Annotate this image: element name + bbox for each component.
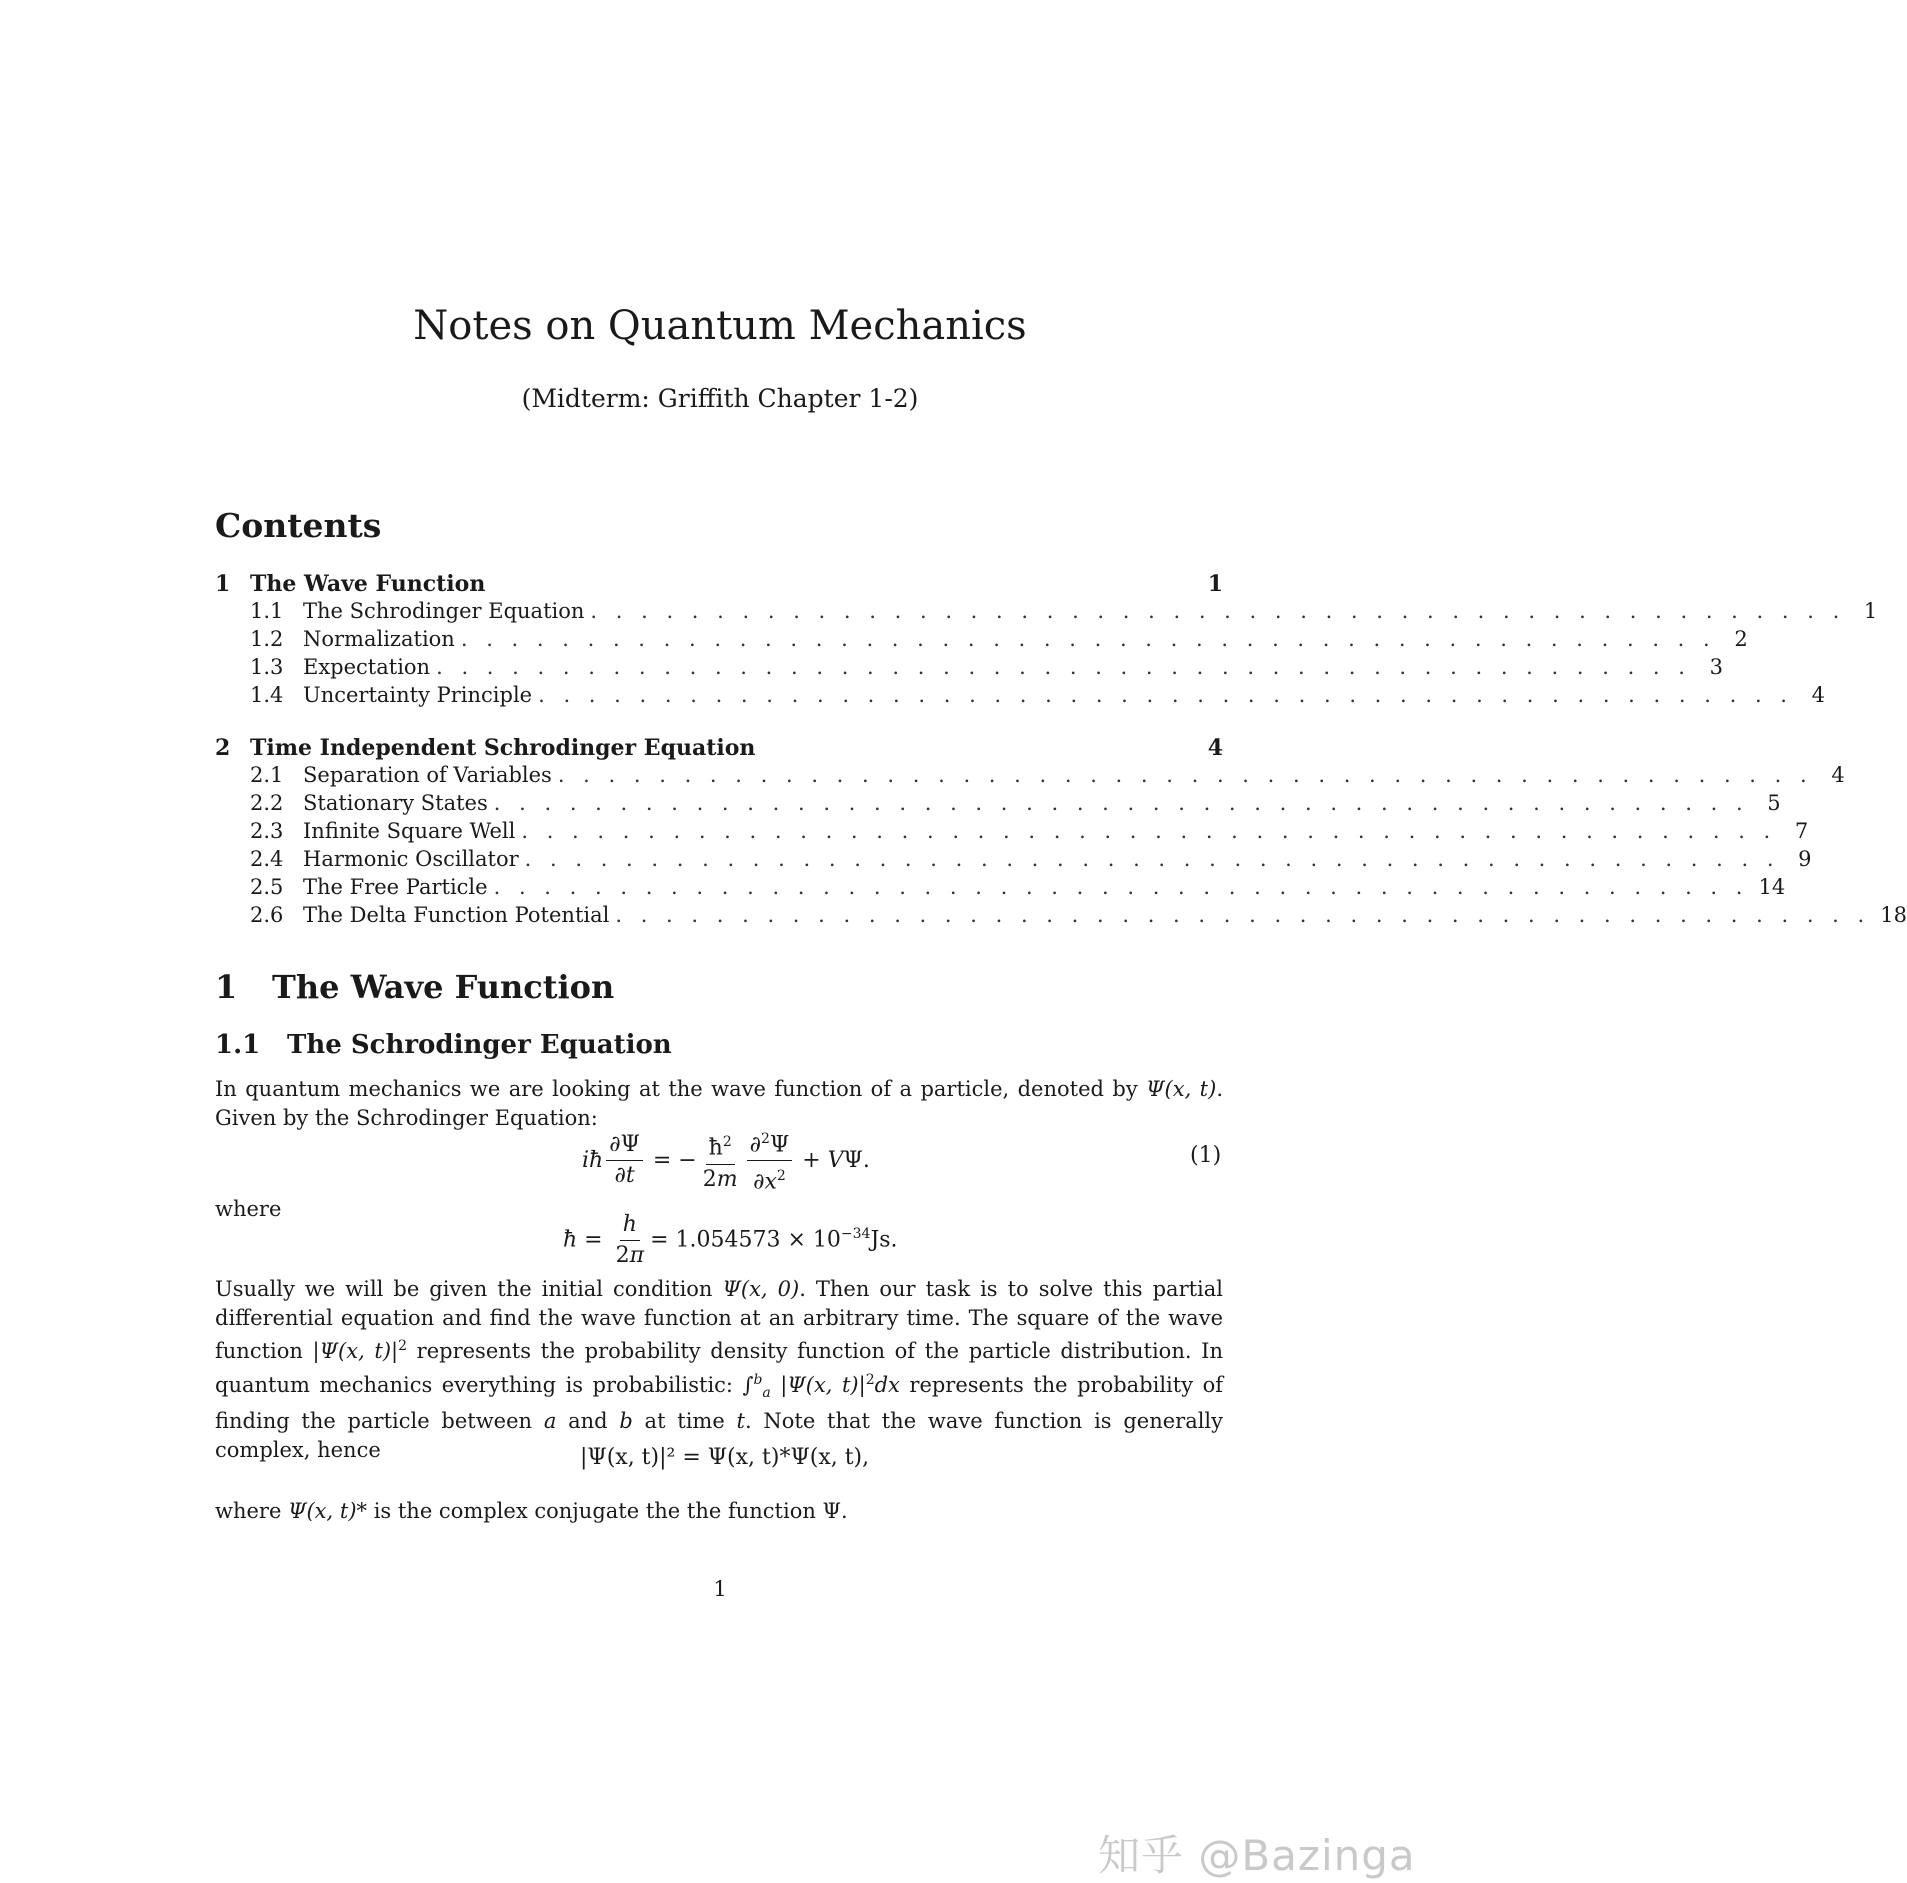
- paragraph-initial-condition: Usually we will be given the initial condition Ψ(x, 0). Then our task is to solve this partial differential equation and find the wave function at an arbitrary time. The square of the wave function |Ψ(x, $t)|^2$ represents the probability density function of the particle distribution. In quantum mechanics everything is probabilistic: ∫$^b_a$ |Ψ(x, $t)|^2dx$ represents the probability of finding the particle between a and b at time t. Note that the wave function is generally complex, hence: [215, 1277, 1224, 1462]
- psi-xt: Ψ(x, t): [1146, 1077, 1217, 1101]
- watermark: 知乎 @Bazinga: [1098, 1831, 1416, 1880]
- toc-leader: . . . . . . . . . . . . . . . . . . . . . . . . . . . . . . . . . . . . . . . . . . . . . . . . . .: [524, 847, 1780, 871]
- toc-number: 1.4: [250, 683, 284, 707]
- toc-number: 2.5: [250, 875, 284, 899]
- text-run: where: [215, 1499, 289, 1523]
- toc-item-2-3[interactable]: [215, 819, 1809, 847]
- toc-number: 1: [215, 571, 231, 597]
- text-run: is the complex conjugate the the function: [367, 1499, 823, 1523]
- toc-number: 2: [215, 735, 231, 761]
- equation-schrodinger: iħ $\frac{\partial\Psi}{\partial t}$ = − $\frac{ħ^2}{2m}$ $\frac{\partial^2\Psi}{\partial x^2}$ + VΨ.: [582, 1126, 870, 1196]
- hbar-unit: Js.: [870, 1227, 898, 1253]
- text-run: and: [556, 1409, 620, 1434]
- text-run: . Given by the Schrodinger Equation:: [215, 1077, 1223, 1130]
- toc-page: 7: [1794, 819, 1809, 843]
- equation-number: (1): [1190, 1143, 1222, 1168]
- psi-squared: |Ψ(x, t)|: [312, 1339, 399, 1363]
- hbar-exponent: −34: [840, 1226, 871, 1243]
- section-title: The Wave Function: [272, 968, 615, 1006]
- toc-title: The Wave Function: [250, 571, 486, 597]
- toc-page: 2: [1734, 627, 1748, 651]
- toc-number: 1.3: [250, 655, 284, 679]
- page-title: Notes on Quantum Mechanics: [413, 303, 1027, 349]
- text-run: .: [840, 1499, 848, 1523]
- toc-item-2-6[interactable]: [215, 903, 1907, 931]
- toc-number: 1.2: [250, 627, 284, 651]
- toc-page: 3: [1709, 655, 1723, 679]
- toc-title: Expectation: [303, 655, 431, 679]
- toc-leader: . . . . . . . . . . . . . . . . . . . . . . . . . . . . . . . . . . . . . . . . . . . . . . . . . .: [615, 903, 1871, 927]
- psi-symbol: Ψ: [822, 1499, 841, 1523]
- toc-title: The Delta Function Potential: [303, 903, 610, 927]
- var-a: a: [543, 1409, 557, 1434]
- text-run: at time: [632, 1409, 737, 1434]
- text-run: represents the probability density function of the particle distribution. In quantum mechanics everything is probabilistic:: [215, 1339, 1223, 1397]
- toc-leader: . . . . . . . . . . . . . . . . . . . . . . . . . . . . . . . . . . . . . . . . . . . . . . . . . .: [493, 875, 1749, 899]
- toc-page: 14: [1758, 875, 1786, 899]
- toc-title: Normalization: [303, 627, 455, 651]
- toc-section-2[interactable]: [215, 735, 1223, 763]
- toc-leader: . . . . . . . . . . . . . . . . . . . . . . . . . . . . . . . . . . . . . . . . . . . . . . . . . .: [436, 655, 1691, 679]
- toc-leader: . . . . . . . . . . . . . . . . . . . . . . . . . . . . . . . . . . . . . . . . . . . . . . . . . .: [538, 683, 1793, 707]
- toc-item-1-3[interactable]: [215, 655, 1723, 683]
- section-heading: [215, 968, 614, 1006]
- page-subtitle: (Midterm: Griffith Chapter 1-2): [521, 384, 919, 413]
- toc-item-2-2[interactable]: [215, 791, 1781, 819]
- toc-page: 18: [1880, 903, 1907, 927]
- toc-item-1-2[interactable]: [215, 627, 1748, 655]
- toc-number: 2.2: [250, 791, 284, 815]
- text-run: represents the probability of finding the particle between: [215, 1372, 1223, 1434]
- psi-conjugate: Ψ(x, t)*: [288, 1499, 368, 1523]
- toc-title: Time Independent Schrodinger Equation: [250, 735, 756, 761]
- integral-sign: ∫: [742, 1372, 754, 1397]
- var-b: b: [619, 1409, 633, 1434]
- toc-number: 1.1: [250, 599, 284, 623]
- toc-page: 4: [1831, 763, 1845, 787]
- toc-number: 2.4: [250, 847, 284, 871]
- toc-item-1-1[interactable]: [215, 599, 1878, 627]
- toc-title: The Schrodinger Equation: [303, 599, 585, 623]
- toc-title: Infinite Square Well: [303, 819, 516, 843]
- psi-x0: Ψ(x, 0): [722, 1277, 800, 1301]
- toc-title: Uncertainty Principle: [303, 683, 533, 707]
- toc-number: 2.6: [250, 903, 284, 927]
- toc-leader: . . . . . . . . . . . . . . . . . . . . . . . . . . . . . . . . . . . . . . . . . . . . . . . . . .: [590, 599, 1846, 623]
- equation-modulus: |Ψ(x, t)|² = Ψ(x, t)*Ψ(x, t),: [580, 1445, 870, 1470]
- toc-item-2-1[interactable]: [215, 763, 1845, 791]
- text-run: . Note that the wave function is generally complex, hence: [215, 1409, 1224, 1462]
- paragraph-where: where: [215, 1197, 282, 1221]
- toc-page: 5: [1767, 791, 1781, 815]
- subsection-number: 1.1: [215, 1030, 261, 1060]
- toc-page: 9: [1798, 847, 1812, 871]
- section-number: 1: [215, 968, 238, 1006]
- var-t: t: [736, 1409, 745, 1434]
- equation-hbar: ħ = $\frac{h}{2\pi}$ = $1.054573 \times 10^{-34}Js$.: [563, 1212, 898, 1268]
- toc-leader: . . . . . . . . . . . . . . . . . . . . . . . . . . . . . . . . . . . . . . . . . . . . . . . . . .: [460, 627, 1716, 651]
- toc-item-1-4[interactable]: [215, 683, 1825, 711]
- text-run: . Then our task is to solve this partial differential equation and find the wave function at an arbitrary time. The square of the wave function: [215, 1277, 1223, 1363]
- toc-page: 1: [1207, 571, 1223, 597]
- hbar-value: = 1.054573 × 10: [650, 1227, 841, 1253]
- toc-page: 4: [1811, 683, 1825, 707]
- toc-leader: . . . . . . . . . . . . . . . . . . . . . . . . . . . . . . . . . . . . . . . . . . . . . . . . . .: [557, 763, 1813, 787]
- text-run: In quantum mechanics we are looking at the wave function of a particle, denoted by: [215, 1077, 1147, 1101]
- text-run: Usually we will be given the initial condition: [215, 1277, 723, 1301]
- toc-leader: . . . . . . . . . . . . . . . . . . . . . . . . . . . . . . . . . . . . . . . . . . . . . . . . . .: [493, 791, 1749, 815]
- contents-heading: Contents: [215, 506, 382, 545]
- subsection-title: The Schrodinger Equation: [287, 1030, 672, 1060]
- paragraph-conjugate: [215, 1497, 1223, 1526]
- toc-section-1[interactable]: [215, 571, 1223, 599]
- toc-number: 2.1: [250, 763, 284, 787]
- toc-title: Separation of Variables: [303, 763, 552, 787]
- toc-leader: . . . . . . . . . . . . . . . . . . . . . . . . . . . . . . . . . . . . . . . . . . . . . . . . . .: [521, 819, 1777, 843]
- toc-page: 4: [1207, 735, 1223, 761]
- toc-title: Harmonic Oscillator: [303, 847, 519, 871]
- toc-item-2-4[interactable]: [215, 847, 1812, 875]
- toc-title: The Free Particle: [303, 875, 488, 899]
- toc-title: Stationary States: [303, 791, 488, 815]
- toc-number: 2.3: [250, 819, 284, 843]
- page-number: 1: [713, 1577, 727, 1601]
- paragraph-intro: [215, 1075, 1223, 1132]
- toc-item-2-5[interactable]: [215, 875, 1786, 903]
- toc-page: 1: [1863, 599, 1878, 623]
- subsection-heading: [215, 1030, 672, 1060]
